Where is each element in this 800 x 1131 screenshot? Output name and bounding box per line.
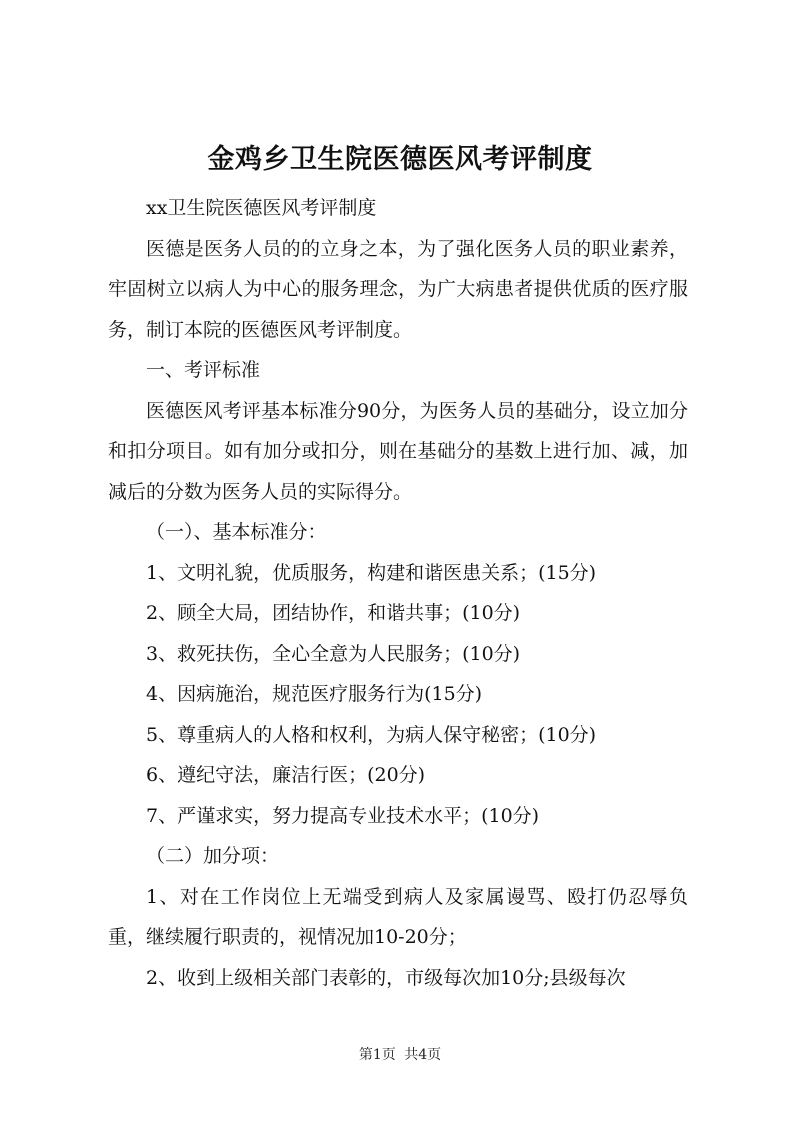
page-footer: [0, 1045, 800, 1065]
paragraph: 1、对在工作岗位上无端受到病人及家属谩骂、殴打仍忍辱负重，继续履行职责的，视情况加10-20分；: [108, 885, 688, 948]
paragraph: 医德是医务人员的的立身之本，为了强化医务人员的职业素养，牢固树立以病人为中心的服务理念，为广大病患者提供优质的医疗服务，制订本院的医德医风考评制度。: [108, 237, 688, 341]
paragraph: 2、顾全大局，团结协作，和谐共事；(10分): [146, 602, 521, 624]
paragraph: 2、收到上级相关部门表彰的，市级每次加10分;县级每次: [146, 966, 626, 989]
page-total: 共4页: [404, 1047, 442, 1063]
paragraph: 5、尊重病人的人格和权利，为病人保守秘密；(10分): [146, 723, 597, 746]
paragraph: 1、文明礼貌，优质服务，构建和谐医患关系；(15分): [146, 561, 597, 584]
document-title: 金鸡乡卫生院医德医风考评制度: [207, 144, 593, 175]
paragraph: 4、因病施治，规范医疗服务行为(15分): [146, 683, 483, 705]
paragraph: 医德医风考评基本标准分90分，为医务人员的基础分，设立加分和扣分项目。如有加分或扣分，则在基础分的基数上进行加、减，加减后的分数为医务人员的实际得分。: [108, 399, 688, 503]
paragraph: （一）、基本标准分：: [146, 521, 327, 543]
paragraph: 3、救死扶伤，全心全意为人民服务；(10分): [146, 642, 521, 665]
paragraph: 6、遵纪守法，廉洁行医；(20分): [146, 764, 426, 786]
paragraph: 7、严谨求实，努力提高专业技术水平；(10分): [146, 804, 540, 827]
document-body: [108, 188, 688, 998]
page-number: 第1页: [358, 1047, 396, 1063]
paragraph: （二）加分项：: [146, 845, 280, 867]
paragraph: xx卫生院医德医风考评制度: [146, 197, 377, 219]
paragraph: 一、考评标准: [146, 359, 261, 381]
